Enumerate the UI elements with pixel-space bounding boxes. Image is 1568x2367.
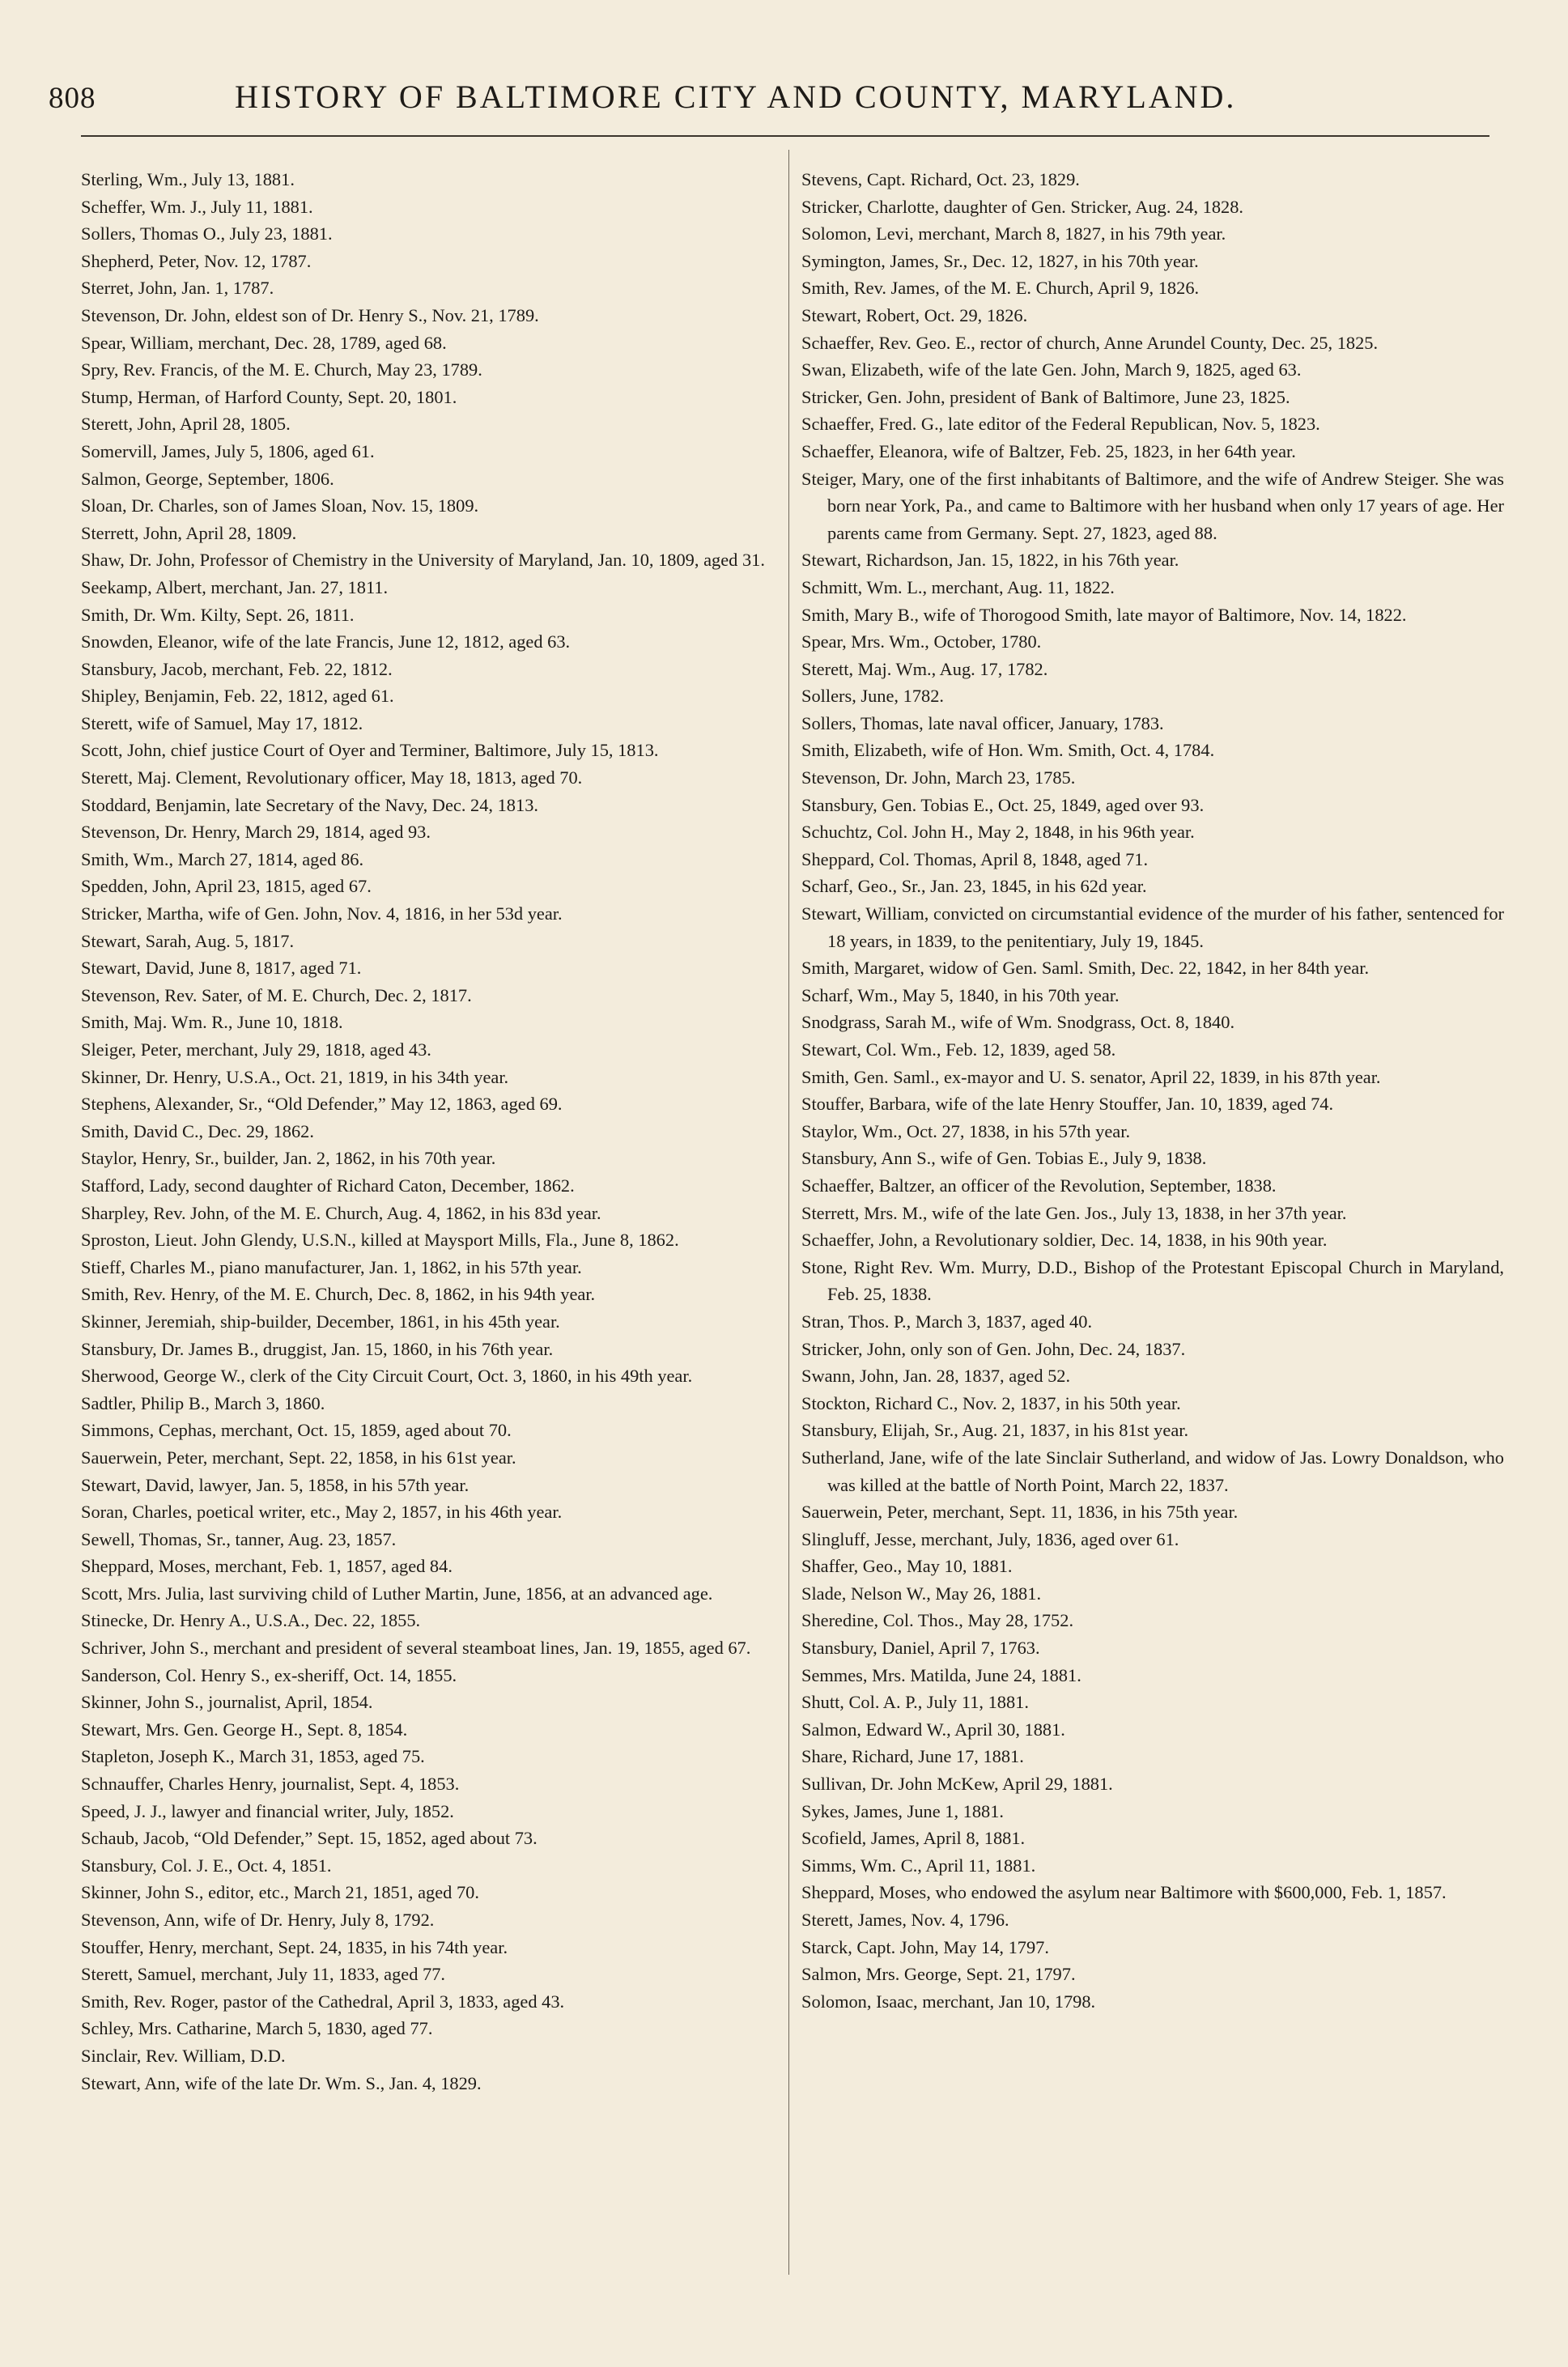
obituary-entry: Stewart, William, convicted on circumstantial evidence of the murder of his father, sentenced for 18 years, in 1839, to the penitentiary, July 19, 1845. [801, 903, 1504, 951]
obituary-entry: Sullivan, Dr. John McKew, April 29, 1881. [801, 1774, 1113, 1795]
obituary-entry: Sterling, Wm., July 13, 1881. [81, 169, 295, 189]
obituary-entry: Stansbury, Elijah, Sr., Aug. 21, 1837, in his 81st year. [801, 1420, 1189, 1441]
obituary-entry: Smith, Rev. James, of the M. E. Church, April 9, 1826. [801, 278, 1200, 299]
header-rule [81, 135, 1489, 137]
obituary-entry: Stewart, Sarah, Aug. 5, 1817. [81, 930, 295, 951]
obituary-entry: Schuchtz, Col. John H., May 2, 1848, in his 96th year. [801, 822, 1195, 843]
obituary-entry: Stansbury, Col. J. E., Oct. 4, 1851. [81, 1855, 332, 1876]
obituary-entry: Smith, Rev. Roger, pastor of the Cathedral, April 3, 1833, aged 43. [81, 1991, 565, 2012]
obituary-entry: Stevenson, Rev. Sater, of M. E. Church, Dec. 2, 1817. [81, 984, 472, 1005]
obituary-entry: Stansbury, Ann S., wife of Gen. Tobias E., July 9, 1838. [801, 1148, 1207, 1169]
page-number: 808 [49, 82, 96, 115]
obituary-entry: Stewart, Col. Wm., Feb. 12, 1839, aged 58. [801, 1039, 1116, 1060]
obituary-entry: Sproston, Lieut. John Glendy, U.S.N., killed at Maysport Mills, Fla., June 8, 1862. [81, 1230, 679, 1251]
obituary-entry: Stockton, Richard C., Nov. 2, 1837, in his 50th year. [801, 1392, 1181, 1413]
obituary-entry: Stapleton, Joseph K., March 31, 1853, aged 75. [81, 1746, 425, 1767]
obituary-entry: Stansbury, Jacob, merchant, Feb. 22, 1812. [81, 658, 393, 679]
obituary-entry: Skinner, John S., editor, etc., March 21, 1851, aged 70. [81, 1882, 479, 1903]
obituary-entry: Scott, John, chief justice Court of Oyer and Terminer, Baltimore, July 15, 1813. [81, 740, 659, 761]
column-divider [788, 150, 789, 2275]
obituary-entry: Spear, William, merchant, Dec. 28, 1789, aged 68. [81, 332, 447, 353]
obituary-entry: Skinner, John S., journalist, April, 1854. [81, 1692, 373, 1713]
obituary-entry: Sterett, Maj. Wm., Aug. 17, 1782. [801, 658, 1048, 679]
obituary-entry: Sheppard, Col. Thomas, April 8, 1848, aged 71. [801, 848, 1149, 869]
obituary-entry: Snowden, Eleanor, wife of the late Francis, June 12, 1812, aged 63. [81, 631, 571, 652]
obituary-entry: Schaeffer, Rev. Geo. E., rector of church, Anne Arundel County, Dec. 25, 1825. [801, 332, 1379, 353]
obituary-entry: Sutherland, Jane, wife of the late Sinclair Sutherland, and widow of Jas. Lowry Donaldson, who was killed at the battle of North Point, March 22, 1837. [801, 1447, 1504, 1495]
obituary-entry: Shutt, Col. A. P., July 11, 1881. [801, 1692, 1029, 1713]
obituary-entry: Staylor, Henry, Sr., builder, Jan. 2, 1862, in his 70th year. [81, 1148, 496, 1169]
obituary-entry: Sloan, Dr. Charles, son of James Sloan, Nov. 15, 1809. [81, 495, 479, 516]
obituary-entry: Sadtler, Philip B., March 3, 1860. [81, 1392, 325, 1413]
obituary-entry: Shaw, Dr. John, Professor of Chemistry in the University of Maryland, Jan. 10, 1809, aged 31. [81, 550, 765, 571]
obituary-entry: Stevenson, Dr. John, March 23, 1785. [801, 767, 1076, 788]
obituary-entry: Solomon, Levi, merchant, March 8, 1827, in his 79th year. [801, 223, 1226, 244]
obituary-entry: Smith, Wm., March 27, 1814, aged 86. [81, 848, 364, 869]
obituary-entry: Sterett, Maj. Clement, Revolutionary officer, May 18, 1813, aged 70. [81, 767, 583, 788]
obituary-entry: Schaeffer, John, a Revolutionary soldier, Dec. 14, 1838, in his 90th year. [801, 1230, 1328, 1251]
obituary-entry: Salmon, George, September, 1806. [81, 468, 334, 489]
obituary-entry: Sherwood, George W., clerk of the City Circuit Court, Oct. 3, 1860, in his 49th year. [81, 1366, 693, 1387]
obituary-entry: Scott, Mrs. Julia, last surviving child of Luther Martin, June, 1856, at an advanced age. [81, 1583, 713, 1604]
obituary-entry: Schaub, Jacob, “Old Defender,” Sept. 15, 1852, aged about 73. [81, 1828, 538, 1849]
obituary-entry: Sharpley, Rev. John, of the M. E. Church, Aug. 4, 1862, in his 83d year. [81, 1202, 601, 1223]
obituary-entry: Spedden, John, April 23, 1815, aged 67. [81, 876, 372, 897]
obituary-entry: Sollers, Thomas, late naval officer, January, 1783. [801, 712, 1164, 733]
obituary-entry: Soran, Charles, poetical writer, etc., May 2, 1857, in his 46th year. [81, 1502, 563, 1523]
obituary-entry: Smith, Maj. Wm. R., June 10, 1818. [81, 1012, 343, 1033]
obituary-entry: Spry, Rev. Francis, of the M. E. Church, May 23, 1789. [81, 359, 482, 380]
right-column [801, 166, 1504, 2015]
obituary-entry: Stewart, Richardson, Jan. 15, 1822, in his 76th year. [801, 550, 1179, 571]
obituary-entry: Stansbury, Gen. Tobias E., Oct. 25, 1849, aged over 93. [801, 794, 1205, 815]
obituary-entry: Stone, Right Rev. Wm. Murry, D.D., Bishop of the Protestant Episcopal Church in Maryland, Feb. 25, 1838. [801, 1256, 1504, 1305]
obituary-entry: Stump, Herman, of Harford County, Sept. 20, 1801. [81, 386, 457, 407]
obituary-entry: Stewart, David, June 8, 1817, aged 71. [81, 958, 362, 979]
obituary-entry: Swann, John, Jan. 28, 1837, aged 52. [801, 1366, 1071, 1387]
obituary-entry: Sykes, James, June 1, 1881. [801, 1800, 1005, 1821]
obituary-entry: Stieff, Charles M., piano manufacturer, Jan. 1, 1862, in his 57th year. [81, 1256, 582, 1277]
obituary-entry: Snodgrass, Sarah M., wife of Wm. Snodgrass, Oct. 8, 1840. [801, 1012, 1235, 1033]
obituary-entry: Stricker, Gen. John, president of Bank of Baltimore, June 23, 1825. [801, 386, 1290, 407]
obituary-entry: Somervill, James, July 5, 1806, aged 61. [81, 440, 375, 461]
obituary-entry: Solomon, Isaac, merchant, Jan 10, 1798. [801, 1991, 1096, 2012]
obituary-entry: Stewart, Mrs. Gen. George H., Sept. 8, 1854. [81, 1719, 408, 1740]
obituary-entry: Stevenson, Dr. John, eldest son of Dr. Henry S., Nov. 21, 1789. [81, 304, 539, 325]
obituary-entry: Stewart, Ann, wife of the late Dr. Wm. S., Jan. 4, 1829. [81, 2072, 482, 2093]
obituary-entry: Sheppard, Moses, who endowed the asylum near Baltimore with $600,000, Feb. 1, 1857. [801, 1882, 1447, 1903]
obituary-entry: Stricker, Martha, wife of Gen. John, Nov. 4, 1816, in her 53d year. [81, 903, 563, 924]
obituary-entry: Sheppard, Moses, merchant, Feb. 1, 1857, aged 84. [81, 1556, 453, 1577]
obituary-entry: Share, Richard, June 17, 1881. [801, 1746, 1024, 1767]
obituary-entry: Staylor, Wm., Oct. 27, 1838, in his 57th year. [801, 1120, 1131, 1141]
obituary-entry: Sheredine, Col. Thos., May 28, 1752. [801, 1610, 1074, 1631]
obituary-entry: Stevens, Capt. Richard, Oct. 23, 1829. [801, 169, 1080, 189]
obituary-entry: Slade, Nelson W., May 26, 1881. [801, 1583, 1042, 1604]
obituary-entry: Smith, Dr. Wm. Kilty, Sept. 26, 1811. [81, 604, 355, 625]
obituary-entry: Stricker, John, only son of Gen. John, Dec. 24, 1837. [801, 1338, 1186, 1359]
obituary-entry: Steiger, Mary, one of the first inhabitants of Baltimore, and the wife of Andrew Steiger. She was born near York, Pa., and came to Baltimore with her husband when only 17 years of age. Her parents came from Germany. Sept. 27, 1823, aged 88. [801, 468, 1504, 543]
obituary-entry: Smith, Elizabeth, wife of Hon. Wm. Smith, Oct. 4, 1784. [801, 740, 1215, 761]
obituary-entry: Sterett, John, April 28, 1805. [81, 414, 291, 435]
obituary-entry: Stansbury, Dr. James B., druggist, Jan. 15, 1860, in his 76th year. [81, 1338, 554, 1359]
obituary-entry: Sterret, John, Jan. 1, 1787. [81, 278, 274, 299]
obituary-entry: Salmon, Mrs. George, Sept. 21, 1797. [801, 1964, 1076, 1985]
obituary-entry: Sterett, Samuel, merchant, July 11, 1833, aged 77. [81, 1964, 445, 1985]
obituary-entry: Sterrett, Mrs. M., wife of the late Gen. Jos., July 13, 1838, in her 37th year. [801, 1202, 1347, 1223]
obituary-entry: Spear, Mrs. Wm., October, 1780. [801, 631, 1042, 652]
obituary-entry: Schmitt, Wm. L., merchant, Aug. 11, 1822. [801, 576, 1115, 597]
obituary-entry: Shipley, Benjamin, Feb. 22, 1812, aged 61. [81, 686, 394, 707]
obituary-entry: Smith, Gen. Saml., ex-mayor and U. S. senator, April 22, 1839, in his 87th year. [801, 1066, 1381, 1087]
obituary-entry: Schnauffer, Charles Henry, journalist, Sept. 4, 1853. [81, 1774, 460, 1795]
obituary-entry: Sauerwein, Peter, merchant, Sept. 22, 1858, in his 61st year. [81, 1447, 516, 1468]
obituary-entry: Stafford, Lady, second daughter of Richard Caton, December, 1862. [81, 1175, 575, 1196]
obituary-entry: Stansbury, Daniel, April 7, 1763. [801, 1638, 1040, 1659]
obituary-entry: Smith, David C., Dec. 29, 1862. [81, 1120, 314, 1141]
obituary-entry: Skinner, Jeremiah, ship-builder, December, 1861, in his 45th year. [81, 1311, 560, 1332]
obituary-entry: Symington, James, Sr., Dec. 12, 1827, in his 70th year. [801, 250, 1199, 271]
running-title: HISTORY OF BALTIMORE CITY AND COUNTY, MARYLAND. [235, 79, 1237, 115]
obituary-entry: Smith, Margaret, widow of Gen. Saml. Smith, Dec. 22, 1842, in her 84th year. [801, 958, 1370, 979]
obituary-entry: Stricker, Charlotte, daughter of Gen. Stricker, Aug. 24, 1828. [801, 196, 1244, 217]
obituary-entry: Semmes, Mrs. Matilda, June 24, 1881. [801, 1664, 1081, 1685]
obituary-entry: Sterrett, John, April 28, 1809. [81, 522, 297, 543]
obituary-entry: Starck, Capt. John, May 14, 1797. [801, 1936, 1049, 1957]
obituary-entry: Skinner, Dr. Henry, U.S.A., Oct. 21, 1819, in his 34th year. [81, 1066, 509, 1087]
obituary-entry: Sterett, James, Nov. 4, 1796. [801, 1910, 1009, 1930]
obituary-entry: Stewart, Robert, Oct. 29, 1826. [801, 304, 1028, 325]
obituary-entry: Schaeffer, Baltzer, an officer of the Revolution, September, 1838. [801, 1175, 1277, 1196]
obituary-entry: Schriver, John S., merchant and president of several steamboat lines, Jan. 19, 1855, aged 67. [81, 1638, 751, 1659]
obituary-entry: Schaeffer, Eleanora, wife of Baltzer, Feb. 25, 1823, in her 64th year. [801, 440, 1296, 461]
page-header [49, 78, 1328, 126]
obituary-entry: Stoddard, Benjamin, late Secretary of the Navy, Dec. 24, 1813. [81, 794, 538, 815]
obituary-entry: Swan, Elizabeth, wife of the late Gen. John, March 9, 1825, aged 63. [801, 359, 1302, 380]
obituary-entry: Schaeffer, Fred. G., late editor of the Federal Republican, Nov. 5, 1823. [801, 414, 1320, 435]
obituary-entry: Sollers, June, 1782. [801, 686, 945, 707]
obituary-entry: Sollers, Thomas O., July 23, 1881. [81, 223, 333, 244]
obituary-entry: Speed, J. J., lawyer and financial writer, July, 1852. [81, 1800, 454, 1821]
obituary-entry: Salmon, Edward W., April 30, 1881. [801, 1719, 1065, 1740]
obituary-entry: Scharf, Wm., May 5, 1840, in his 70th year. [801, 984, 1120, 1005]
obituary-entry: Schley, Mrs. Catharine, March 5, 1830, aged 77. [81, 2018, 433, 2039]
obituary-entry: Sanderson, Col. Henry S., ex-sheriff, Oct. 14, 1855. [81, 1664, 457, 1685]
obituary-entry: Stevenson, Dr. Henry, March 29, 1814, aged 93. [81, 822, 431, 843]
obituary-entry: Seekamp, Albert, merchant, Jan. 27, 1811. [81, 576, 389, 597]
obituary-entry: Scharf, Geo., Sr., Jan. 23, 1845, in his 62d year. [801, 876, 1147, 897]
obituary-entry: Shepherd, Peter, Nov. 12, 1787. [81, 250, 312, 271]
obituary-entry: Stevenson, Ann, wife of Dr. Henry, July 8, 1792. [81, 1910, 435, 1930]
left-column [81, 166, 777, 2097]
obituary-entry: Simms, Wm. C., April 11, 1881. [801, 1855, 1036, 1876]
obituary-entry: Sewell, Thomas, Sr., tanner, Aug. 23, 1857. [81, 1528, 397, 1549]
obituary-entry: Stouffer, Henry, merchant, Sept. 24, 1835, in his 74th year. [81, 1936, 508, 1957]
obituary-entry: Scofield, James, April 8, 1881. [801, 1828, 1026, 1849]
obituary-entry: Stinecke, Dr. Henry A., U.S.A., Dec. 22, 1855. [81, 1610, 421, 1631]
obituary-entry: Sleiger, Peter, merchant, July 29, 1818, aged 43. [81, 1039, 431, 1060]
obituary-entry: Sauerwein, Peter, merchant, Sept. 11, 1836, in his 75th year. [801, 1502, 1239, 1523]
obituary-entry: Stephens, Alexander, Sr., “Old Defender,” May 12, 1863, aged 69. [81, 1094, 563, 1115]
obituary-entry: Stewart, David, lawyer, Jan. 5, 1858, in his 57th year. [81, 1474, 470, 1495]
obituary-entry: Sterett, wife of Samuel, May 17, 1812. [81, 712, 363, 733]
obituary-entry: Slingluff, Jesse, merchant, July, 1836, aged over 61. [801, 1528, 1179, 1549]
obituary-entry: Stouffer, Barbara, wife of the late Henry Stouffer, Jan. 10, 1839, aged 74. [801, 1094, 1334, 1115]
obituary-entry: Scheffer, Wm. J., July 11, 1881. [81, 196, 313, 217]
obituary-entry: Shaffer, Geo., May 10, 1881. [801, 1556, 1013, 1577]
obituary-entry: Sinclair, Rev. William, D.D. [81, 2045, 286, 2066]
obituary-entry: Stran, Thos. P., March 3, 1837, aged 40. [801, 1311, 1093, 1332]
obituary-entry: Simmons, Cephas, merchant, Oct. 15, 1859, aged about 70. [81, 1420, 512, 1441]
obituary-entry: Smith, Rev. Henry, of the M. E. Church, Dec. 8, 1862, in his 94th year. [81, 1284, 596, 1305]
obituary-entry: Smith, Mary B., wife of Thorogood Smith, late mayor of Baltimore, Nov. 14, 1822. [801, 604, 1407, 625]
